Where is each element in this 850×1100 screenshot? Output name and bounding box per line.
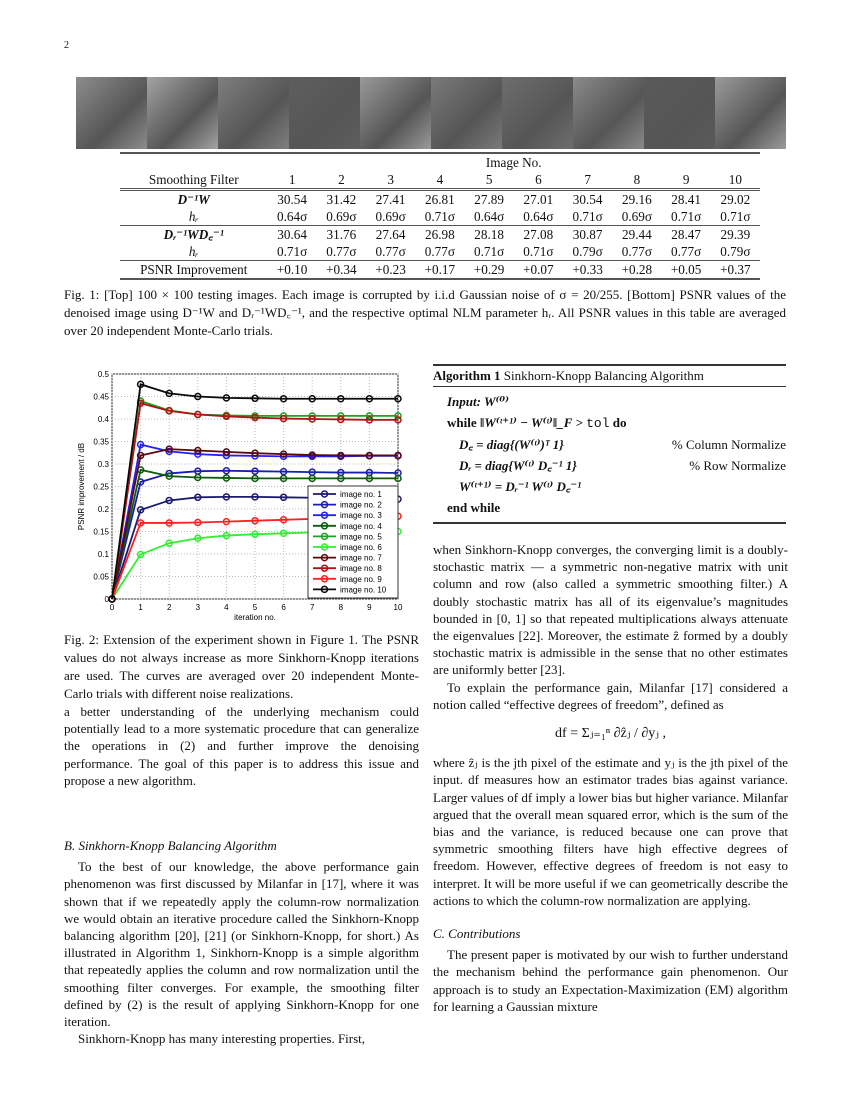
table-cell: 29.16 [622,192,652,207]
algorithm-line: end while [447,500,501,515]
left-column-para-1 [64,703,419,789]
algorithm-header [433,364,786,387]
algorithm-line: D꜀ = diag{(W⁽ᵗ⁾)ᵀ 1} % Column Normalize [459,437,786,452]
table-cell: +0.37 [711,261,760,280]
table-cell: 0.71σ [514,243,563,261]
table-cell: 0.77σ [661,243,710,261]
paragraph: To the best of our knowledge, the above performance gain phenomenon was first discussed by Milanfar in [17], where it was shown that if we repeatedly apply the column-row normalization we would obtain an iterative procedure called the Sinkhorn-Knopp balancing algorithm [20], [21] (or Sinkhorn-Knopp, for short.) As illustrated in Algorithm 1, Sinkhorn-Knopp is a simple algorithm that repeatedly applies the column and row normalization until the smoothing filter converges. For example, the smoothing filter defined by (2) is the result of applying Sinkhorn-Knopp for one iteration. [64,859,419,1030]
algorithm-label: Algorithm 1 [433,368,501,383]
svg-text:0: 0 [109,603,115,612]
table-cell: 29.44 [622,227,652,242]
table-cell: 0.79σ [711,243,760,261]
algorithm-line: while ‖W⁽ᵗ⁺¹⁾ − W⁽ᵗ⁾‖_F > tol do [447,415,627,431]
svg-text:0.15: 0.15 [93,527,109,537]
table-cell: 0.71σ [267,243,316,261]
table-cell: 27.89 [474,192,504,207]
table-cell: 0.71σ [711,208,760,226]
svg-text:image no. 10: image no. 10 [340,585,387,595]
test-image-5 [360,77,431,149]
table-cell: 31.76 [326,227,357,242]
svg-text:6: 6 [281,603,286,612]
algorithm-line: Input: W⁽⁰⁾ [447,394,509,409]
svg-text:2: 2 [166,603,172,612]
svg-text:0.2: 0.2 [97,505,109,514]
test-image-9 [644,77,715,149]
row-label: hᵣ [120,208,267,226]
column-header: 10 [711,171,760,190]
column-header: 3 [366,171,415,190]
column-header: 5 [464,171,513,190]
svg-text:image no. 8: image no. 8 [340,564,382,574]
table-cell: 0.64σ [514,208,563,226]
svg-text:image no. 6: image no. 6 [340,543,382,552]
right-column [433,541,788,1015]
row-label: hᵣ [120,243,267,261]
table-cell: +0.05 [661,261,710,280]
svg-text:0.05: 0.05 [93,572,109,582]
svg-text:PSNR improvement / dB: PSNR improvement / dB [77,442,86,531]
algorithm-line: Dᵣ = diag{W⁽ᵗ⁾ D꜀⁻¹ 1} % Row Normalize [459,458,786,473]
table-cell: 0.64σ [267,208,316,226]
table-cell: +0.33 [563,261,612,280]
figure-1-caption: Fig. 1: [Top] 100 × 100 testing images. Each image is corrupted by i.i.d Gaussian noise of σ = 20/255. [Bottom] PSNR values of the denoised image using D⁻¹W and Dᵣ⁻¹WD꜀⁻¹, and the respective optimal NLM parameter hᵣ. All PSNR values in this table are averaged over 20 independent Monte-Carlo trials. [64,287,786,338]
svg-text:image no. 2: image no. 2 [340,500,382,510]
section-b-title: B. Sinkhorn-Knopp Balancing Algorithm [64,838,277,853]
svg-text:0.45: 0.45 [93,392,109,402]
table-cell: 27.08 [523,227,554,242]
table-cell: 0.69σ [366,208,415,226]
svg-text:image no. 7: image no. 7 [340,553,382,563]
section-c-title: C. Contributions [433,926,521,942]
psnr-iteration-chart [72,364,412,624]
table-cell: 26.98 [425,227,455,242]
svg-text:9: 9 [367,603,372,612]
table-row [120,190,760,209]
table-cell: 0.77σ [366,243,415,261]
column-header: 1 [267,171,316,190]
test-image-2 [147,77,218,149]
table-cell: 0.71σ [563,208,612,226]
test-image-7 [502,77,573,149]
table-cell: 26.81 [425,192,455,207]
table-cell: 30.54 [572,192,603,207]
algorithm-title: Sinkhorn-Knopp Balancing Algorithm [503,368,704,383]
table-cell: 0.77σ [612,243,661,261]
table-cell: 28.18 [474,227,504,242]
test-image-6 [431,77,502,149]
table-cell: 30.87 [572,227,603,242]
svg-text:0.4: 0.4 [97,415,109,424]
table-cell: 29.39 [720,227,751,242]
table-cell: +0.07 [514,261,563,280]
paragraph: where ẑⱼ is the jth pixel of the estimate and yⱼ is the jth pixel of the input. df measures how an estimator trades bias against variance. Larger values of df imply a lower bias but higher variance. Milanfar argued that the overall mean squared error, which is the sum of the bias and the variance, is reduced because one can prove that symmetric smoothing filters have high effective degrees of freedom. However, effective degrees of freedom is not easy to interpret. It will be more useful if we can geometrically describe the actions to which the column-row normalization are applying. [433,755,788,908]
svg-text:10: 10 [393,603,403,612]
table-cell: 0.77σ [317,243,366,261]
table-cell: 27.41 [375,192,406,207]
group-header: Image No. [485,155,542,170]
table-cell: +0.23 [366,261,415,280]
algorithm-box [433,364,786,524]
algorithm-line: W⁽ᵗ⁺¹⁾ = Dᵣ⁻¹ W⁽ᵗ⁾ D꜀⁻¹ [459,479,582,494]
table-cell: 0.69σ [317,208,366,226]
svg-text:1: 1 [138,603,143,612]
row-header: Smoothing Filter [120,171,267,190]
psnr-results-table [120,152,760,280]
svg-text:0: 0 [104,595,109,604]
svg-text:0.3: 0.3 [97,460,109,469]
table-cell: +0.10 [267,261,316,280]
column-header: 8 [612,171,661,190]
table-cell: 0.71σ [661,208,710,226]
column-header: 2 [317,171,366,190]
svg-text:0.1: 0.1 [97,550,109,559]
table-cell: 0.69σ [612,208,661,226]
column-header: 9 [661,171,710,190]
table-cell: 27.64 [375,227,406,242]
table-cell: 29.02 [720,192,751,207]
table-cell: 0.71σ [464,243,513,261]
row-label: PSNR Improvement [120,261,267,280]
table-cell: 30.54 [277,192,307,207]
table-cell: +0.28 [612,261,661,280]
svg-text:0.5: 0.5 [97,370,109,379]
svg-text:image no. 3: image no. 3 [340,511,382,521]
table-cell: 28.47 [671,227,701,242]
figure-2-caption: Fig. 2: Extension of the experiment shown in Figure 1. The PSNR values do not always increase as more Sinkhorn-Knopp iterations are used. The curves are averaged over 20 independent Monte-Carlo trials with different noise realizations. [64,632,419,701]
test-image-1 [76,77,147,149]
table-row [120,226,760,244]
test-image-4 [289,77,360,149]
table-row [120,243,760,261]
table-cell: 31.42 [326,192,357,207]
line-chart [72,364,412,624]
svg-text:5: 5 [252,603,258,612]
section-b [64,837,419,1047]
algorithm-body [433,387,786,524]
svg-text:image no. 5: image no. 5 [340,532,382,542]
table-cell: 30.64 [277,227,307,242]
table-cell: 28.41 [671,192,701,207]
svg-text:0.35: 0.35 [93,437,109,447]
svg-text:3: 3 [195,603,201,612]
svg-text:4: 4 [224,603,229,612]
column-header: 4 [415,171,464,190]
table-cell: 0.79σ [563,243,612,261]
svg-text:iteration no.: iteration no. [234,613,276,622]
paragraph: when Sinkhorn-Knopp converges, the converging limit is a doubly-stochastic matrix — a symmetric non-negative matrix with unit column and row (also called a symmetric smoothing filter.) A doubly stochastic matrix has all of its eigenvalue’s magnitudes bounded in [0, 1] so that repeated multiplications always attenuate the eigenvalues [22]. Moreover, the estimate ẑ formed by a doubly stochastic matrix is admissible in the sense that no other estimates are uniformly better [23]. [433,542,788,678]
paragraph: The present paper is motivated by our wish to further understand the mechanism behind the performance gain phenomenon. Our approach is to study an Expectation-Maximization (EM) algorithm for learning a Gaussian mixture [433,947,788,1014]
table-cell: 0.71σ [415,208,464,226]
svg-text:0.25: 0.25 [93,482,109,492]
table-cell: 0.64σ [464,208,513,226]
svg-text:image no. 4: image no. 4 [340,521,382,531]
table-cell: +0.17 [415,261,464,280]
test-image-strip [76,77,786,149]
table-cell: +0.34 [317,261,366,280]
table-cell: +0.29 [464,261,513,280]
test-image-8 [573,77,644,149]
column-header: 6 [514,171,563,190]
column-header: 7 [563,171,612,190]
svg-text:image no. 9: image no. 9 [340,574,382,584]
svg-text:image no. 1: image no. 1 [340,490,382,499]
page-number: 2 [64,40,69,51]
test-image-3 [218,77,289,149]
table-row [120,261,760,280]
df-equation: df = Σⱼ₌₁ⁿ ∂ẑⱼ / ∂yⱼ , [555,726,666,742]
test-image-10 [715,77,786,149]
table-row [120,208,760,226]
svg-text:7: 7 [309,603,315,612]
table-cell: 0.77σ [415,243,464,261]
table-cell: 27.01 [523,192,554,207]
paragraph: Sinkhorn-Knopp has many interesting properties. First, [78,1031,366,1047]
svg-text:8: 8 [338,603,344,612]
paragraph: To explain the performance gain, Milanfar [17] considered a notion called “effective degrees of freedom”, defined as [433,679,788,712]
paragraph: a better understanding of the underlying mechanism could potentially lead to a more systematic procedure that can generalize the operations in (2) and further improve the denoising performance. The goal of this paper is to address this issue and propose a new algorithm. [64,704,419,788]
row-label: Dᵣ⁻¹WD꜀⁻¹ [163,227,224,242]
row-label: D⁻¹W [177,192,210,207]
